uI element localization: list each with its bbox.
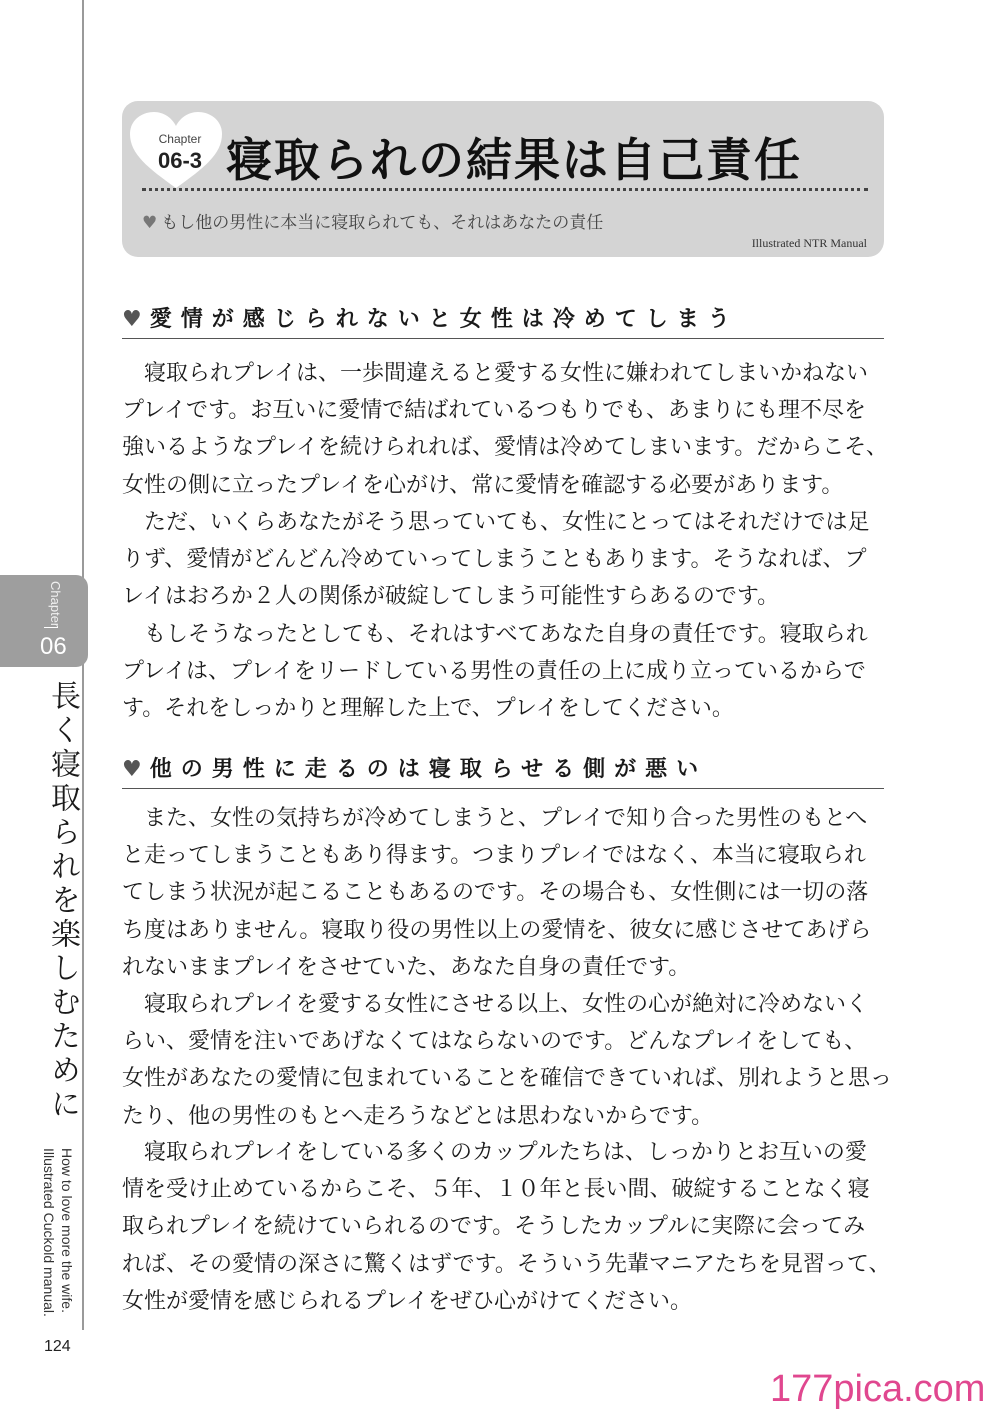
section-rule-1 xyxy=(122,338,884,339)
chapter-tab-number: 06 xyxy=(40,633,67,660)
text-line: もしそうなったとしても、それはすべてあなた自身の責任です。寝取られ xyxy=(122,622,868,647)
paragraph-2-1 xyxy=(122,800,884,986)
section-heading-2 xyxy=(122,752,884,783)
paragraph-2-3 xyxy=(122,1134,891,1320)
english-title-line-1: How to love more the wife. xyxy=(59,1148,75,1313)
text-line: りず、愛情がどんどん冷めていってしまうこともあります。そうなれば、プ xyxy=(122,547,867,573)
text-line: 情を受け止めているからこそ、５年、１０年と長い間、破綻することなく寝 xyxy=(122,1177,870,1203)
text-line: れないままプレイをさせていた、あなた自身の責任です。 xyxy=(122,954,691,980)
text-line: れば、その愛情の深さに驚くはずです。そういう先輩マニアたちを見習って、 xyxy=(122,1251,891,1277)
text-line: レイはおろか２人の関係が破綻してしまう可能性すらあるのです。 xyxy=(122,584,780,610)
chapter-tab-label: Chapter xyxy=(48,581,63,628)
chapter-tab xyxy=(0,575,88,667)
text-line: 寝取られプレイは、一歩間違えると愛する女性に嫌われてしまいかねない xyxy=(122,361,869,386)
text-line: たり、他の男性のもとへ走ろうなどとは思わないからです。 xyxy=(122,1103,714,1129)
manual-label: Illustrated NTR Manual xyxy=(751,236,867,250)
text-line: と走ってしまうこともあり得ます。つまりプレイではなく、本当に寝取られ xyxy=(122,843,866,869)
section-heading-text: 愛情が感じられないと女性は冷めてしまう xyxy=(149,307,739,332)
text-line: 強いるようなプレイを続けられれば、愛情は冷めてしまいます。だからこそ、 xyxy=(122,435,888,461)
text-line: 寝取られプレイをしている多くのカップルたちは、しっかりとお互いの愛 xyxy=(122,1140,867,1165)
text-line: 女性の側に立ったプレイを心がけ、常に愛情を確認する必要があります。 xyxy=(122,472,844,498)
paragraph-2-2 xyxy=(122,986,893,1135)
page-number: 124 xyxy=(44,1338,71,1355)
book-english-title xyxy=(40,1148,76,1328)
header-chapter-number: 06-3 xyxy=(157,148,203,173)
text-line: てしまう状況が起こることもあるのです。その場合も、女性側には一切の落 xyxy=(122,880,869,906)
small-heart-icon: ♥ xyxy=(142,213,158,233)
text-line: ただ、いくらあなたがそう思っていても、女性にとってはそれだけでは足 xyxy=(122,510,870,535)
chapter-tab-divider xyxy=(44,627,58,628)
text-line: また、女性の気持ちが冷めてしまうと、プレイで知り合った男性のもとへ xyxy=(122,806,868,831)
heading-heart-icon: ♥ xyxy=(122,757,142,782)
heading-heart-icon: ♥ xyxy=(122,307,142,332)
page-subtitle xyxy=(142,208,603,233)
text-line: 女性があなたの愛情に包まれていることを確信できていれば、別れようと思っ xyxy=(122,1066,893,1092)
english-title-line-2: Illustrated Cuckold manual. xyxy=(41,1148,57,1317)
page-title: 寝取られの結果は自己責任 xyxy=(226,133,802,187)
paragraph-1-1 xyxy=(122,355,888,504)
section-rule-2 xyxy=(122,788,884,789)
text-line: プレイです。お互いに愛情で結ばれているつもりでも、あまりにも理不尽を xyxy=(122,398,867,424)
page-subtitle-text: もし他の男性に本当に寝取られても、それはあなたの責任 xyxy=(161,213,604,233)
watermark: 177pica.com xyxy=(770,1368,986,1410)
text-line: らい、愛情を注いであげなくてはならないのです。どんなプレイをしても、 xyxy=(122,1029,867,1055)
text-line: 女性が愛情を感じられるプレイをぜひ心がけてください。 xyxy=(122,1288,693,1314)
header-chapter-label: Chapter xyxy=(158,132,202,146)
text-line: 取られプレイを続けていられるのです。そうしたカップルに実際に会ってみ xyxy=(122,1214,866,1240)
text-line: す。それをしっかりと理解した上で、プレイをしてください。 xyxy=(122,696,734,722)
text-line: ち度はありません。寝取り役の男性以上の愛情を、彼女に感じさせてあげら xyxy=(122,917,872,943)
section-heading-1 xyxy=(122,302,884,333)
text-line: 寝取られプレイを愛する女性にさせる以上、女性の心が絶対に冷めないく xyxy=(122,992,869,1017)
paragraph-1-2 xyxy=(122,504,884,616)
paragraph-1-3 xyxy=(122,616,884,728)
section-heading-text: 他の男性に走るのは寝取らせる側が悪い xyxy=(149,757,708,782)
text-line: プレイは、プレイをリードしている男性の責任の上に成り立っているからで xyxy=(122,659,866,685)
chapter-title-vertical: 長く寝取られを楽しむために xyxy=(45,680,80,1122)
dotted-divider xyxy=(142,188,868,191)
